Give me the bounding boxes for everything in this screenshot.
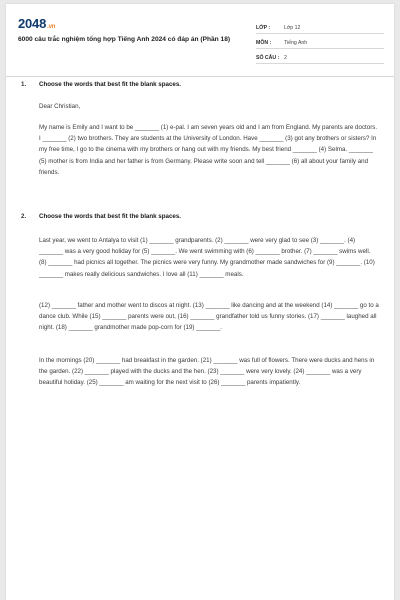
meta-subject-row xyxy=(256,35,384,49)
document-title: 6000 câu trắc nghiệm tổng hợp Tiếng Anh 2024 có đáp án (Phần 18) xyxy=(18,36,231,43)
letter-salutation: Dear Christian, xyxy=(39,103,81,110)
meta-class-row xyxy=(256,20,384,34)
passage-paragraph: My name is Emily and I want to be _______ (1) e-pal. I am seven years old and I am from England. My parents are doctors. I _______ (2) two brothers. They are students at the University of London. Have _______ (3) got any brothers or sisters? In my free time, I go to the cinema with my brothers or hang out with my friends. My best friend _______ (4) Selma. _______ (5) mother is from India and her father is from Germany. Please write soon and tell _______ (6) all about your family and friends. xyxy=(39,124,378,176)
site-logo[interactable] xyxy=(18,16,55,31)
question-number: 1. xyxy=(21,81,27,88)
passage-paragraph: Last year, we went to Antalya to visit (1) _______ grandparents. (2) _______ were very glad to see (3) _______. (4) _______ was a very good holiday for (5) _______. We went swimming with (6) _______ brother. (7) _______ swims well. (8) _______ had picnics all together. The picnics were very funny. My grandmother made sandwiches for (9) _______. (10) _______ makes really delicious sandwiches. I love all (11) _______ meals. xyxy=(39,237,375,278)
header-divider xyxy=(6,76,394,77)
logo-text: 2048 xyxy=(18,16,47,31)
question-header xyxy=(6,81,394,91)
document-meta xyxy=(256,20,384,65)
meta-count-row xyxy=(256,50,384,64)
document-header xyxy=(6,4,394,76)
question-header xyxy=(6,213,394,223)
document-page xyxy=(6,4,394,600)
passage-paragraph: In the mornings (20) _______ had breakfast in the garden. (21) _______ was full of flowers. There were ducks and hens in the garden. (22) _______ played with the ducks and the hen. (23) _______ were very lovely. (24) _______ was a very beautiful holiday. (25) _______ am waiting for the next visit to (26) _______ parents impatiently. xyxy=(39,357,375,387)
passage-paragraph: (12) _______ father and mother went to discos at night. (13) _______ like dancing and at the weekend (14) _______ go to a dance club. While (15) _______ parents were out, (16) _______ grandfather told us funny stories. (17) _______ laughed all night. (18) _______ grandmother made pop-corn for (19) _______. xyxy=(39,302,379,332)
meta-subject-label: MÔN : xyxy=(256,40,272,46)
question-instruction: Choose the words that best fit the blank spaces. xyxy=(39,213,181,220)
meta-class-label: LỚP : xyxy=(256,25,271,31)
question-1 xyxy=(6,81,394,176)
question-instruction: Choose the words that best fit the blank spaces. xyxy=(39,81,181,88)
question-number: 2. xyxy=(21,213,27,220)
meta-class-value: Lớp 12 xyxy=(284,25,301,31)
logo-tld: .vn xyxy=(47,24,56,30)
question-2 xyxy=(6,213,394,387)
meta-count-label: SỐ CÂU : xyxy=(256,55,280,61)
meta-count-value: 2 xyxy=(284,55,287,61)
meta-subject-value: Tiếng Anh xyxy=(284,40,308,46)
